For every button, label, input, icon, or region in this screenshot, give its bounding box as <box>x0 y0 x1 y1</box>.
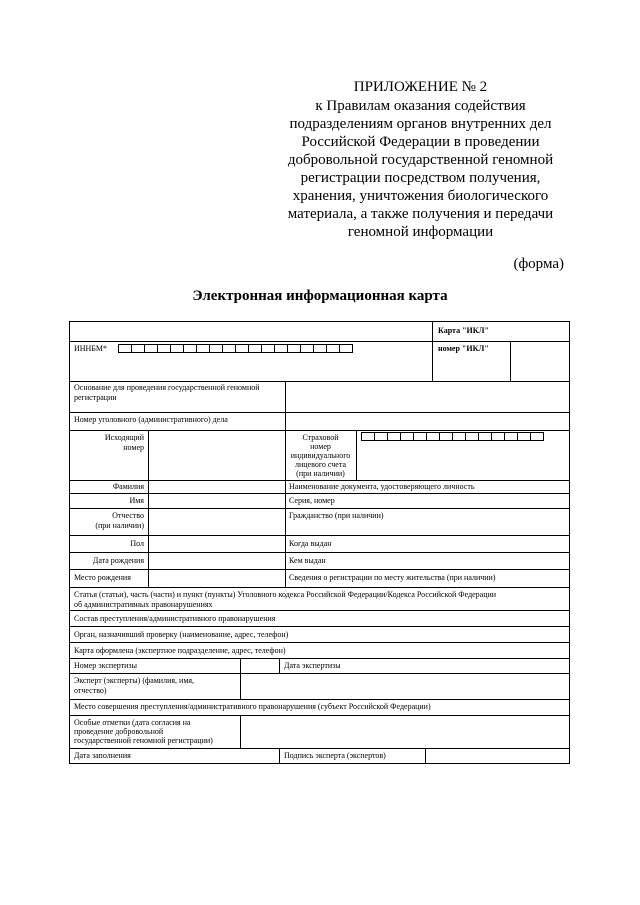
row-divider <box>70 480 569 481</box>
expert-label: Эксперт (эксперты) (фамилия, имя, <box>74 676 195 685</box>
snils-label-line: (при наличии) <box>296 469 345 478</box>
card-issued-label: Карта оформлена (экспертное подразделение, адрес, телефон) <box>74 646 286 655</box>
crime-composition-label: Состав преступления/административного правонарушения <box>74 614 276 623</box>
snils-label-line: лицевого счета <box>294 460 347 469</box>
appendix-line: к Правилам оказания содействия <box>315 98 526 114</box>
registration-label: Сведения о регистрации по месту жительства (при наличии) <box>289 573 496 582</box>
crime-place-label: Место совершения преступления/административного правонарушения (субъект Российской Федерации) <box>74 702 431 711</box>
column-divider <box>432 322 433 381</box>
snils-label-line: индивидуального <box>290 451 351 460</box>
special-notes-label-line: государственной геномной регистрации) <box>74 736 213 745</box>
outgoing-number-label: Исходящий <box>104 433 144 442</box>
exam-date-label: Дата экспертизы <box>284 661 341 670</box>
column-divider <box>148 430 149 587</box>
column-divider <box>279 658 280 673</box>
row-divider <box>70 626 569 627</box>
row-divider <box>70 412 569 413</box>
row-divider <box>70 673 569 674</box>
column-divider <box>240 715 241 748</box>
expert-signature-label: Подпись эксперта (экспертов) <box>284 751 386 760</box>
surname-label: Фамилия <box>112 482 144 491</box>
appendix-block <box>278 78 563 241</box>
expert-label-continued: отчество) <box>74 686 107 695</box>
row-divider <box>70 587 569 588</box>
column-divider <box>425 748 426 764</box>
birth-place-label: Место рождения <box>74 573 131 582</box>
column-divider <box>285 381 286 412</box>
column-divider <box>285 569 286 587</box>
id-document-label: Наименование документа, удостоверяющего личность <box>289 482 475 491</box>
issued-when-label: Когда выдан <box>289 539 332 548</box>
special-notes-label: Особые отметки (дата согласия на <box>74 718 191 727</box>
issued-by-label: Кем выдан <box>289 556 326 565</box>
appendix-line: регистрации посредством получения, <box>300 170 541 186</box>
row-divider <box>70 508 569 509</box>
snils-label-line: номер <box>310 442 331 451</box>
snils-label: Страховой <box>302 433 339 442</box>
fill-date-label: Дата заполнения <box>74 751 131 760</box>
row-divider <box>70 715 569 716</box>
information-card-table <box>69 321 570 764</box>
snils-digit-cells[interactable] <box>361 432 543 441</box>
row-divider <box>70 381 569 382</box>
row-divider <box>70 535 569 536</box>
form-note: (форма) <box>513 256 564 272</box>
column-divider <box>356 430 357 480</box>
row-divider <box>70 658 569 659</box>
appendix-line: материала, а также получения и передачи <box>287 206 554 222</box>
outgoing-number-label-continued: номер <box>123 443 144 452</box>
column-divider <box>510 341 511 381</box>
patronymic-label-continued: (при наличии) <box>95 521 144 530</box>
article-label: Статья (статьи), часть (части) и пункт (пункты) Уголовного кодекса Российской Федерации/Кодекса Российской Федерации <box>74 590 497 599</box>
appendix-title: ПРИЛОЖЕНИЕ № 2 <box>353 79 488 95</box>
series-number-label: Серия, номер <box>289 496 335 505</box>
appendix-line: Российской Федерации в проведении <box>301 134 540 150</box>
innbm-label: ИННБМ* <box>74 344 108 353</box>
ikl-number-label: номер "ИКЛ" <box>438 344 489 353</box>
special-notes-label-line: проведение добровольной <box>74 727 164 736</box>
row-divider <box>70 642 569 643</box>
row-divider <box>70 552 569 553</box>
innbm-digit-cells[interactable] <box>118 344 352 353</box>
document-title: Электронная информационная карта <box>192 288 448 304</box>
case-number-label: Номер уголовного (административного) дела <box>74 415 228 424</box>
column-divider <box>240 658 241 673</box>
row-divider <box>70 748 569 749</box>
row-divider <box>70 341 569 342</box>
exam-number-label: Номер экспертизы <box>74 661 137 670</box>
article-label-continued: об административных правонарушениях <box>74 600 213 609</box>
row-divider <box>70 610 569 611</box>
basis-label-continued: регистрации <box>74 393 117 402</box>
birth-date-label: Дата рождения <box>92 556 144 565</box>
appendix-line: хранения, уничтожения биологического <box>292 188 549 204</box>
first-name-label: Имя <box>129 496 144 505</box>
row-divider <box>70 430 569 431</box>
appendix-line: добровольной государственной геномной <box>287 152 554 168</box>
basis-label: Основание для проведения государственной геномной <box>74 383 260 392</box>
ikl-card-label: Карта "ИКЛ" <box>438 326 489 335</box>
sex-label: Пол <box>130 539 144 548</box>
row-divider <box>70 493 569 494</box>
patronymic-label: Отчество <box>112 511 144 520</box>
column-divider <box>240 673 241 699</box>
authority-label: Орган, назначивший проверку (наименование, адрес, телефон) <box>74 630 289 639</box>
row-divider <box>70 569 569 570</box>
column-divider <box>279 748 280 764</box>
row-divider <box>70 699 569 700</box>
citizenship-label: Гражданство (при наличии) <box>289 511 384 520</box>
appendix-line: подразделениям органов внутренних дел <box>289 116 552 132</box>
column-divider <box>285 412 286 430</box>
appendix-line: геномной информации <box>347 224 494 240</box>
